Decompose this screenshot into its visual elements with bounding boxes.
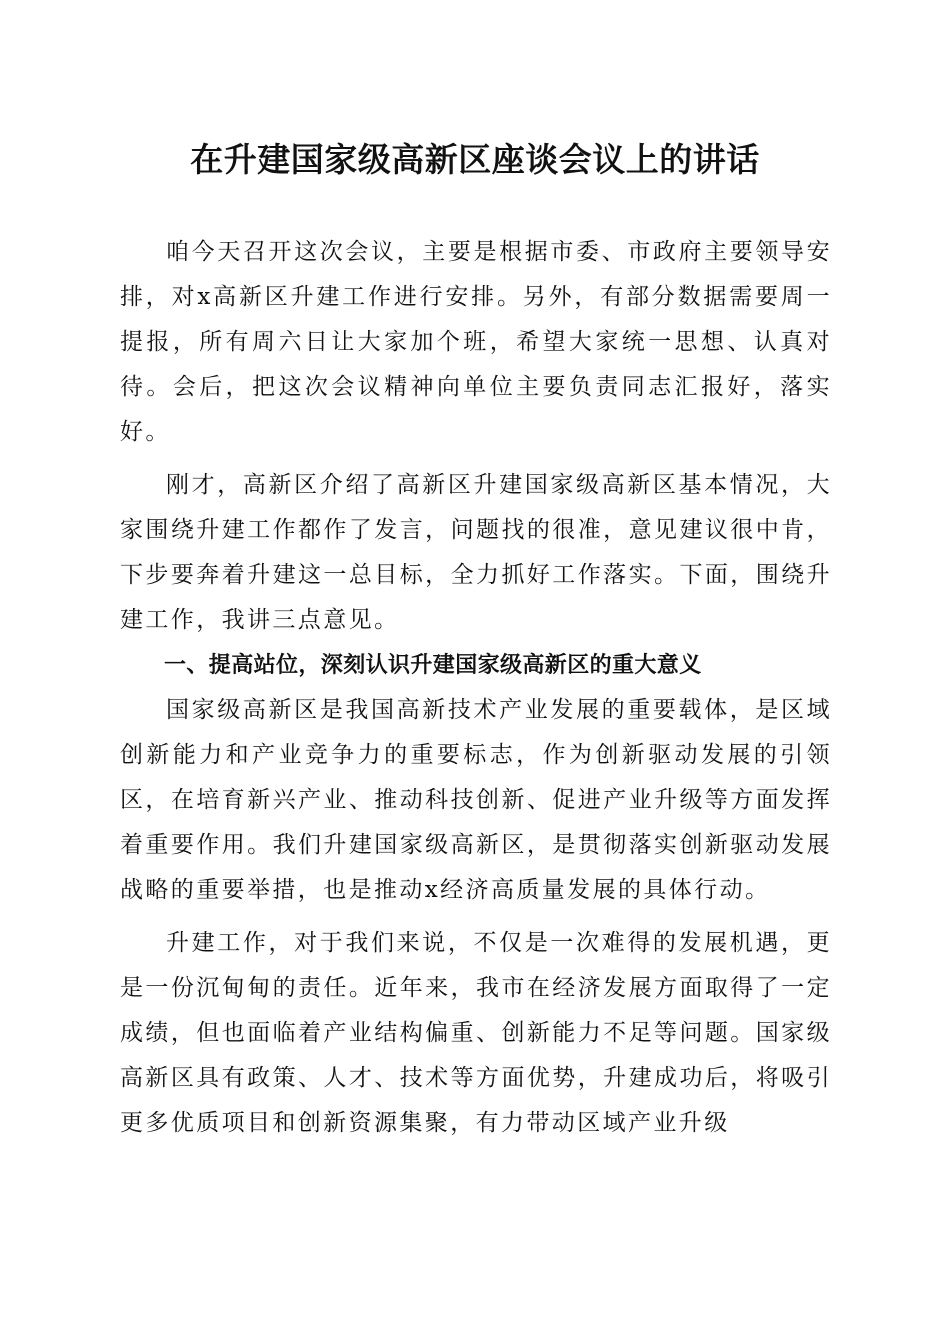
document-body: [120, 230, 832, 1146]
paragraph-opportunity: 升建工作，对于我们来说，不仅是一次难得的发展机遇，更是一份沉甸甸的责任。近年来，我市在经济发展方面取得了一定成绩，但也面临着产业结构偏重、创新能力不足等问题。国家级高新区具有政策、人才、技术等方面优势，升建成功后，将吸引更多优质项目和创新资源集聚，有力带动区域产业升级: [120, 930, 832, 1136]
section-heading-1: 一、提高站位，深刻认识升建国家级高新区的重大意义: [164, 653, 702, 678]
document-title: 在升建国家级高新区座谈会议上的讲话: [190, 140, 760, 179]
paragraph-significance: 国家级高新区是我国高新技术产业发展的重要载体，是区域创新能力和产业竞争力的重要标志，作为创新驱动发展的引领区，在培育新兴产业、推动科技创新、促进产业升级等方面发挥着重要作用。我们升建国家级高新区，是贯彻落实创新驱动发展战略的重要举措，也是推动x经济高质量发展的具体行动。: [120, 697, 832, 903]
paragraph-overview: 刚才，高新区介绍了高新区升建国家级高新区基本情况，大家围绕升建工作都作了发言，问题找的很准，意见建议很中肯，下步要奔着升建这一总目标，全力抓好工作落实。下面，围绕升建工作，我讲三点意见。: [120, 472, 832, 633]
paragraph-opening: 咱今天召开这次会议，主要是根据市委、市政府主要领导安排，对x高新区升建工作进行安排。另外，有部分数据需要周一提报，所有周六日让大家加个班，希望大家统一思想、认真对待。会后，把这次会议精神向单位主要负责同志汇报好，落实好。: [120, 239, 832, 445]
